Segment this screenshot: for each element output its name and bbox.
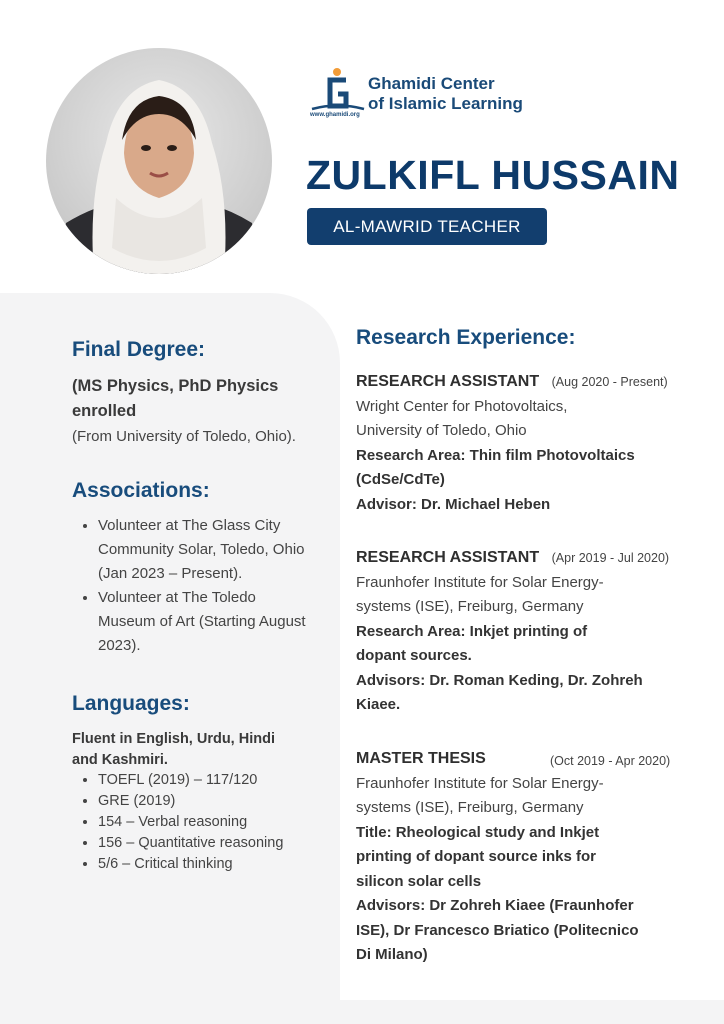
entry-org-line1: Fraunhofer Institute for Solar Energy- — [356, 774, 604, 792]
research-heading: Research Experience: — [356, 326, 576, 349]
role-badge: AL-MAWRID TEACHER — [307, 208, 547, 245]
entry-detail1: Research Area: Thin film Photovoltaics (CdSe/CdTe) — [356, 446, 635, 488]
degree-source: (From University of Toledo, Ohio). — [72, 428, 296, 445]
research-entry — [356, 747, 696, 968]
language-item: • 154 – Verbal reasoning — [98, 812, 283, 833]
entry-org-line1: Fraunhofer Institute for Solar Energy- — [356, 573, 604, 591]
entry-org-line1: Wright Center for Photovoltaics, — [356, 397, 568, 415]
associations-list — [76, 514, 308, 658]
degree-title-line1: (MS Physics, PhD Physics — [72, 377, 279, 395]
entry-date: (Aug 2020 - Present) — [551, 375, 668, 389]
languages-list — [76, 770, 283, 875]
ghamidi-logo — [310, 66, 530, 126]
language-item: • 5/6 – Critical thinking — [98, 854, 283, 875]
entry-org-line2: systems (ISE), Freiburg, Germany — [356, 799, 584, 816]
entry-detail2: Advisors: Dr Zohreh Kiaee (Fraunhofer ISE), Dr Francesco Briatico (Politecnico Di Milano) — [356, 897, 639, 963]
languages-heading: Languages: — [72, 692, 190, 715]
profile-photo — [46, 48, 272, 274]
research-entry — [356, 546, 696, 718]
associations-heading: Associations: — [72, 479, 210, 502]
entry-title: MASTER THESIS — [356, 750, 486, 767]
entry-title: RESEARCH ASSISTANT — [356, 549, 540, 566]
logo-url: www.ghamidi.org — [310, 112, 360, 118]
entry-date: (Apr 2019 - Jul 2020) — [551, 551, 670, 565]
language-item: • TOEFL (2019) – 117/120 — [98, 770, 283, 791]
entry-detail2: Advisors: Dr. Roman Keding, Dr. Zohreh Kiaee. — [356, 671, 643, 713]
language-item: • 156 – Quantitative reasoning — [98, 833, 283, 854]
ghamidi-logo-icon — [310, 66, 366, 118]
entry-title: RESEARCH ASSISTANT — [356, 373, 540, 390]
entry-detail1: Research Area: Inkjet printing of dopant sources. — [356, 622, 588, 664]
association-item: • Volunteer at The Glass City Community Solar, Toledo, Ohio (Jan 2023 – Present). — [98, 514, 308, 586]
language-item: • GRE (2019) — [98, 791, 283, 812]
research-entry — [356, 370, 696, 517]
logo-line1: Ghamidi Center — [368, 74, 495, 93]
entry-date: (Oct 2019 - Apr 2020) — [550, 754, 671, 768]
person-name: ZULKIFL HUSSAIN — [306, 152, 680, 198]
logo-line2: of Islamic Learning — [368, 94, 523, 113]
entry-detail1: Title: Rheological study and Inkjet printing of dopant source inks for silicon solar cells — [356, 823, 600, 890]
entry-detail2: Advisor: Dr. Michael Heben — [356, 495, 551, 513]
association-item: • Volunteer at The Toledo Museum of Art (Starting August 2023). — [98, 586, 308, 658]
entry-org-line2: systems (ISE), Freiburg, Germany — [356, 598, 584, 615]
final-degree-heading: Final Degree: — [72, 338, 206, 361]
entry-org-line2: University of Toledo, Ohio — [356, 422, 527, 439]
degree-title — [72, 374, 278, 424]
bottom-strip — [340, 1000, 724, 1024]
degree-title-line2: enrolled — [72, 402, 137, 420]
languages-fluent: Fluent in English, Urdu, Hindi and Kashmiri. — [72, 731, 275, 768]
